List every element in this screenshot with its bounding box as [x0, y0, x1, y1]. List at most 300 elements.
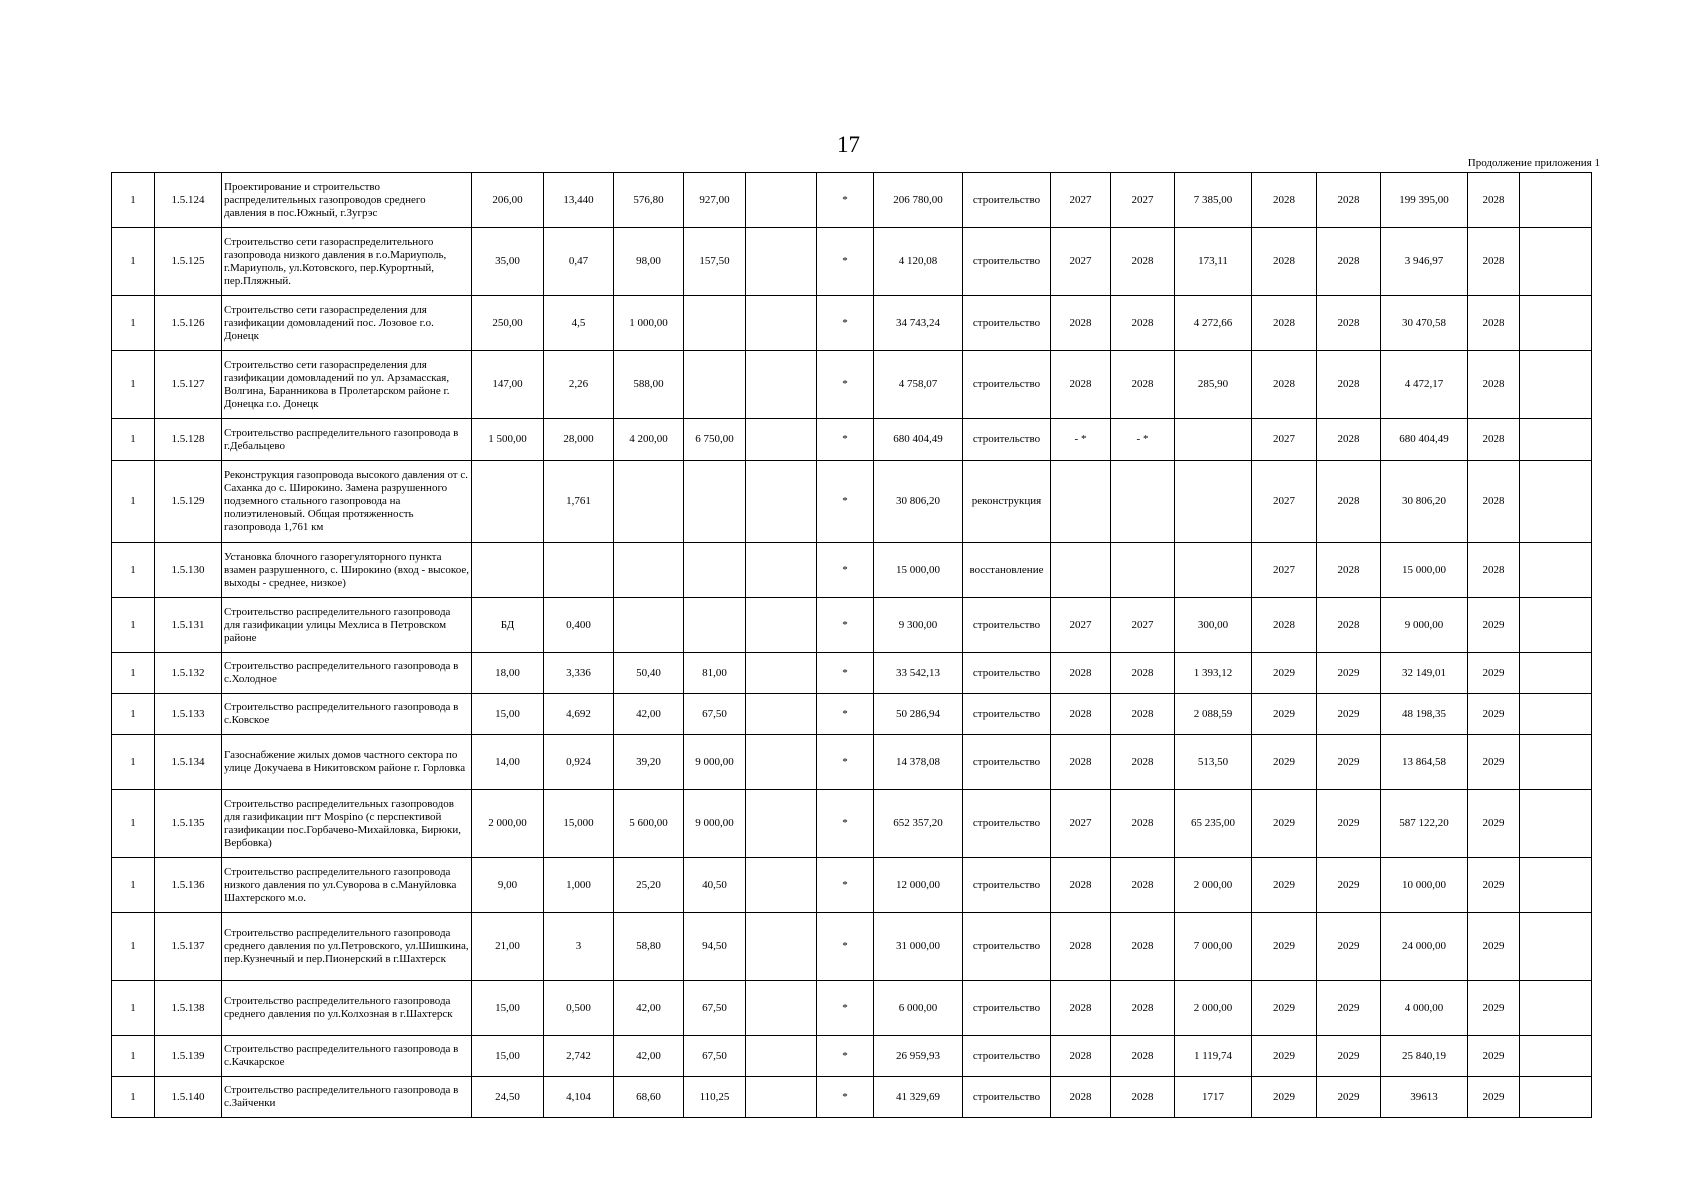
stage2-cost: 199 395,00 [1381, 173, 1468, 228]
stage1-cost: 2 000,00 [1175, 981, 1252, 1036]
stage2-end: 2028 [1317, 351, 1381, 419]
item-code: 1.5.134 [155, 735, 222, 790]
stage2-start: 2029 [1252, 790, 1317, 858]
marker: * [817, 419, 874, 461]
col-7-value [684, 296, 746, 351]
total-cost: 14 378,08 [874, 735, 963, 790]
col-8-value [746, 543, 817, 598]
end-year: 2028 [1111, 735, 1175, 790]
total-cost: 26 959,93 [874, 1036, 963, 1077]
total-cost: 652 357,20 [874, 790, 963, 858]
notes [1520, 598, 1592, 653]
item-name: Строительство распределительного газопровода в г.Дебальцево [222, 419, 472, 461]
stage2-end: 2029 [1317, 913, 1381, 981]
col-6-value: 50,40 [614, 653, 684, 694]
table-row [112, 461, 1592, 543]
row-number: 1 [112, 173, 155, 228]
completion-year: 2029 [1468, 694, 1520, 735]
col-7-value: 94,50 [684, 913, 746, 981]
item-code: 1.5.128 [155, 419, 222, 461]
length-km: 2,26 [544, 351, 614, 419]
stage1-cost: 513,50 [1175, 735, 1252, 790]
stage1-cost: 7 385,00 [1175, 173, 1252, 228]
end-year: 2028 [1111, 981, 1175, 1036]
row-number: 1 [112, 1036, 155, 1077]
completion-year: 2029 [1468, 790, 1520, 858]
work-type: строительство [963, 790, 1051, 858]
item-code: 1.5.133 [155, 694, 222, 735]
item-name: Строительство распределительного газопровода в с.Ковское [222, 694, 472, 735]
marker: * [817, 735, 874, 790]
notes [1520, 735, 1592, 790]
stage1-cost: 7 000,00 [1175, 913, 1252, 981]
length-km: 0,500 [544, 981, 614, 1036]
start-year [1051, 543, 1111, 598]
col-4-value: 14,00 [472, 735, 544, 790]
col-6-value: 4 200,00 [614, 419, 684, 461]
row-number: 1 [112, 790, 155, 858]
length-km: 1,761 [544, 461, 614, 543]
completion-year: 2029 [1468, 735, 1520, 790]
start-year: 2027 [1051, 598, 1111, 653]
work-type: реконструкция [963, 461, 1051, 543]
stage1-cost [1175, 419, 1252, 461]
total-cost: 9 300,00 [874, 598, 963, 653]
work-type: строительство [963, 351, 1051, 419]
end-year: 2028 [1111, 1077, 1175, 1118]
notes [1520, 694, 1592, 735]
table-body [112, 173, 1592, 1118]
work-type: строительство [963, 653, 1051, 694]
work-type: строительство [963, 913, 1051, 981]
col-6-value: 58,80 [614, 913, 684, 981]
stage2-cost: 10 000,00 [1381, 858, 1468, 913]
item-code: 1.5.131 [155, 598, 222, 653]
completion-year: 2028 [1468, 296, 1520, 351]
total-cost: 41 329,69 [874, 1077, 963, 1118]
item-code: 1.5.132 [155, 653, 222, 694]
stage2-cost: 587 122,20 [1381, 790, 1468, 858]
end-year: 2028 [1111, 228, 1175, 296]
continuation-note: Продолжение приложения 1 [1467, 157, 1600, 169]
length-km: 3,336 [544, 653, 614, 694]
col-4-value: 9,00 [472, 858, 544, 913]
stage2-cost: 13 864,58 [1381, 735, 1468, 790]
notes [1520, 653, 1592, 694]
item-name: Строительство распределительного газопровода среднего давления по ул.Колхозная в г.Шахтерск [222, 981, 472, 1036]
col-6-value: 39,20 [614, 735, 684, 790]
col-7-value: 9 000,00 [684, 735, 746, 790]
notes [1520, 296, 1592, 351]
item-code: 1.5.130 [155, 543, 222, 598]
completion-year: 2029 [1468, 981, 1520, 1036]
notes [1520, 1077, 1592, 1118]
col-8-value [746, 913, 817, 981]
table-row [112, 598, 1592, 653]
stage2-end: 2029 [1317, 790, 1381, 858]
col-6-value: 42,00 [614, 694, 684, 735]
stage2-cost: 48 198,35 [1381, 694, 1468, 735]
start-year: 2028 [1051, 735, 1111, 790]
table-row [112, 790, 1592, 858]
notes [1520, 543, 1592, 598]
completion-year: 2028 [1468, 419, 1520, 461]
start-year: 2028 [1051, 296, 1111, 351]
row-number: 1 [112, 858, 155, 913]
stage2-start: 2028 [1252, 598, 1317, 653]
stage1-cost: 285,90 [1175, 351, 1252, 419]
start-year: - * [1051, 419, 1111, 461]
stage2-start: 2027 [1252, 543, 1317, 598]
item-code: 1.5.125 [155, 228, 222, 296]
total-cost: 30 806,20 [874, 461, 963, 543]
stage1-cost: 65 235,00 [1175, 790, 1252, 858]
col-6-value [614, 461, 684, 543]
item-name: Строительство сети газораспределения для газификации домовладений пос. Лозовое г.о. Донецк [222, 296, 472, 351]
completion-year: 2028 [1468, 351, 1520, 419]
start-year: 2027 [1051, 790, 1111, 858]
stage2-end: 2028 [1317, 461, 1381, 543]
item-code: 1.5.124 [155, 173, 222, 228]
col-7-value: 67,50 [684, 981, 746, 1036]
col-8-value [746, 419, 817, 461]
table-row [112, 981, 1592, 1036]
stage1-cost: 173,11 [1175, 228, 1252, 296]
item-name: Строительство распределительного газопровода в с.Холодное [222, 653, 472, 694]
row-number: 1 [112, 543, 155, 598]
col-4-value: 18,00 [472, 653, 544, 694]
stage2-start: 2029 [1252, 735, 1317, 790]
stage1-cost [1175, 543, 1252, 598]
row-number: 1 [112, 228, 155, 296]
col-8-value [746, 1036, 817, 1077]
col-6-value: 98,00 [614, 228, 684, 296]
col-7-value: 927,00 [684, 173, 746, 228]
col-4-value: 2 000,00 [472, 790, 544, 858]
completion-year: 2029 [1468, 598, 1520, 653]
marker: * [817, 228, 874, 296]
marker: * [817, 653, 874, 694]
col-8-value [746, 735, 817, 790]
item-code: 1.5.126 [155, 296, 222, 351]
work-type: восстановление [963, 543, 1051, 598]
col-7-value: 40,50 [684, 858, 746, 913]
item-name: Строительство распределительного газопровода в с.Зайченки [222, 1077, 472, 1118]
item-name: Строительство распределительного газопровода среднего давления по ул.Петровского, ул.Шишкина, пер.Кузнечный и пер.Пионерский в г.Шахтерск [222, 913, 472, 981]
item-name: Строительство сети газораспределительного газопровода низкого давления в г.о.Мариуполь, г.Мариуполь, ул.Котовского, пер.Курортный, пер.Пляжный. [222, 228, 472, 296]
col-6-value: 68,60 [614, 1077, 684, 1118]
marker: * [817, 296, 874, 351]
completion-year: 2028 [1468, 461, 1520, 543]
stage2-end: 2029 [1317, 858, 1381, 913]
completion-year: 2028 [1468, 228, 1520, 296]
total-cost: 4 758,07 [874, 351, 963, 419]
col-7-value [684, 351, 746, 419]
program-table [111, 172, 1592, 1118]
item-name: Реконструкция газопровода высокого давления от с. Саханка до с. Широкино. Замена разрушенного подземного стального газопровода на полиэтиленовый. Общая протяженность газопровода 1,761 км [222, 461, 472, 543]
length-km: 13,440 [544, 173, 614, 228]
total-cost: 15 000,00 [874, 543, 963, 598]
total-cost: 12 000,00 [874, 858, 963, 913]
notes [1520, 858, 1592, 913]
col-4-value: 147,00 [472, 351, 544, 419]
item-name: Проектирование и строительство распределительных газопроводов среднего давления в пос.Южный, г.Зугрэс [222, 173, 472, 228]
col-4-value: БД [472, 598, 544, 653]
page-number: 17 [837, 132, 860, 157]
stage2-cost: 15 000,00 [1381, 543, 1468, 598]
end-year: 2028 [1111, 1036, 1175, 1077]
stage2-start: 2027 [1252, 461, 1317, 543]
start-year [1051, 461, 1111, 543]
stage2-end: 2028 [1317, 598, 1381, 653]
start-year: 2028 [1051, 351, 1111, 419]
notes [1520, 228, 1592, 296]
stage2-start: 2029 [1252, 981, 1317, 1036]
col-4-value: 24,50 [472, 1077, 544, 1118]
col-7-value [684, 598, 746, 653]
col-6-value: 42,00 [614, 981, 684, 1036]
stage2-cost: 32 149,01 [1381, 653, 1468, 694]
stage2-start: 2027 [1252, 419, 1317, 461]
work-type: строительство [963, 173, 1051, 228]
stage1-cost: 300,00 [1175, 598, 1252, 653]
notes [1520, 173, 1592, 228]
item-code: 1.5.138 [155, 981, 222, 1036]
length-km [544, 543, 614, 598]
completion-year: 2029 [1468, 858, 1520, 913]
stage2-end: 2028 [1317, 419, 1381, 461]
stage2-start: 2029 [1252, 913, 1317, 981]
length-km: 2,742 [544, 1036, 614, 1077]
table-row [112, 858, 1592, 913]
marker: * [817, 790, 874, 858]
start-year: 2028 [1051, 653, 1111, 694]
table-row [112, 228, 1592, 296]
stage2-end: 2028 [1317, 543, 1381, 598]
col-4-value [472, 543, 544, 598]
length-km: 15,000 [544, 790, 614, 858]
stage2-cost: 39613 [1381, 1077, 1468, 1118]
table-row [112, 653, 1592, 694]
marker: * [817, 173, 874, 228]
item-name: Строительство распределительного газопровода низкого давления по ул.Суворова в с.Мануйловка Шахтерского м.о. [222, 858, 472, 913]
stage2-start: 2028 [1252, 173, 1317, 228]
item-code: 1.5.129 [155, 461, 222, 543]
stage2-cost: 4 000,00 [1381, 981, 1468, 1036]
total-cost: 34 743,24 [874, 296, 963, 351]
stage2-start: 2029 [1252, 694, 1317, 735]
table-row [112, 173, 1592, 228]
col-6-value [614, 543, 684, 598]
stage2-end: 2029 [1317, 653, 1381, 694]
stage2-cost: 680 404,49 [1381, 419, 1468, 461]
end-year [1111, 461, 1175, 543]
col-7-value: 81,00 [684, 653, 746, 694]
completion-year: 2029 [1468, 653, 1520, 694]
stage2-start: 2029 [1252, 1036, 1317, 1077]
length-km: 0,400 [544, 598, 614, 653]
item-code: 1.5.140 [155, 1077, 222, 1118]
stage2-cost: 3 946,97 [1381, 228, 1468, 296]
stage2-end: 2029 [1317, 694, 1381, 735]
col-4-value: 35,00 [472, 228, 544, 296]
col-4-value: 15,00 [472, 1036, 544, 1077]
col-7-value: 110,25 [684, 1077, 746, 1118]
stage2-cost: 4 472,17 [1381, 351, 1468, 419]
table-row [112, 1077, 1592, 1118]
item-name: Строительство распределительных газопроводов для газификации пгт Мospino (с перспективой газификации пос.Горбачево-Михайловка, Бирюки, Вербовка) [222, 790, 472, 858]
end-year: 2028 [1111, 694, 1175, 735]
total-cost: 31 000,00 [874, 913, 963, 981]
work-type: строительство [963, 735, 1051, 790]
stage2-end: 2028 [1317, 296, 1381, 351]
work-type: строительство [963, 419, 1051, 461]
table-row [112, 913, 1592, 981]
stage2-cost: 9 000,00 [1381, 598, 1468, 653]
stage2-end: 2028 [1317, 173, 1381, 228]
stage2-end: 2029 [1317, 981, 1381, 1036]
row-number: 1 [112, 351, 155, 419]
stage1-cost: 1717 [1175, 1077, 1252, 1118]
stage2-start: 2028 [1252, 351, 1317, 419]
stage2-end: 2028 [1317, 228, 1381, 296]
col-4-value: 206,00 [472, 173, 544, 228]
col-7-value [684, 543, 746, 598]
item-code: 1.5.139 [155, 1036, 222, 1077]
work-type: строительство [963, 694, 1051, 735]
notes [1520, 790, 1592, 858]
item-code: 1.5.137 [155, 913, 222, 981]
row-number: 1 [112, 913, 155, 981]
end-year [1111, 543, 1175, 598]
end-year: 2028 [1111, 653, 1175, 694]
col-4-value: 250,00 [472, 296, 544, 351]
start-year: 2028 [1051, 981, 1111, 1036]
end-year: 2028 [1111, 790, 1175, 858]
col-8-value [746, 228, 817, 296]
end-year: 2027 [1111, 173, 1175, 228]
col-8-value [746, 351, 817, 419]
stage2-start: 2028 [1252, 228, 1317, 296]
length-km: 1,000 [544, 858, 614, 913]
row-number: 1 [112, 1077, 155, 1118]
col-8-value [746, 1077, 817, 1118]
marker: * [817, 1036, 874, 1077]
col-4-value: 21,00 [472, 913, 544, 981]
work-type: строительство [963, 228, 1051, 296]
end-year: - * [1111, 419, 1175, 461]
marker: * [817, 351, 874, 419]
completion-year: 2028 [1468, 543, 1520, 598]
stage2-start: 2029 [1252, 653, 1317, 694]
length-km: 4,104 [544, 1077, 614, 1118]
marker: * [817, 598, 874, 653]
table-row [112, 296, 1592, 351]
notes [1520, 419, 1592, 461]
table-row [112, 543, 1592, 598]
length-km: 4,692 [544, 694, 614, 735]
table-row [112, 694, 1592, 735]
end-year: 2028 [1111, 351, 1175, 419]
item-name: Строительство распределительного газопровода в с.Качкарское [222, 1036, 472, 1077]
completion-year: 2029 [1468, 1077, 1520, 1118]
end-year: 2028 [1111, 913, 1175, 981]
work-type: строительство [963, 858, 1051, 913]
item-name: Строительство распределительного газопровода для газификации улицы Мехлиса в Петровском районе [222, 598, 472, 653]
marker: * [817, 1077, 874, 1118]
stage2-cost: 30 806,20 [1381, 461, 1468, 543]
col-8-value [746, 598, 817, 653]
col-7-value: 67,50 [684, 1036, 746, 1077]
stage1-cost [1175, 461, 1252, 543]
row-number: 1 [112, 694, 155, 735]
col-8-value [746, 858, 817, 913]
length-km: 28,000 [544, 419, 614, 461]
item-name: Строительство сети газораспределения для газификации домовладений по ул. Арзамасская, Волгина, Баранникова в Пролетарском районе г. Донецка г.о. Донецк [222, 351, 472, 419]
total-cost: 33 542,13 [874, 653, 963, 694]
col-8-value [746, 694, 817, 735]
col-4-value: 1 500,00 [472, 419, 544, 461]
start-year: 2027 [1051, 228, 1111, 296]
row-number: 1 [112, 598, 155, 653]
col-7-value: 157,50 [684, 228, 746, 296]
notes [1520, 1036, 1592, 1077]
col-4-value: 15,00 [472, 981, 544, 1036]
start-year: 2028 [1051, 858, 1111, 913]
total-cost: 50 286,94 [874, 694, 963, 735]
start-year: 2028 [1051, 694, 1111, 735]
stage2-start: 2028 [1252, 296, 1317, 351]
col-7-value: 6 750,00 [684, 419, 746, 461]
completion-year: 2029 [1468, 913, 1520, 981]
table-row [112, 351, 1592, 419]
work-type: строительство [963, 981, 1051, 1036]
col-8-value [746, 173, 817, 228]
row-number: 1 [112, 419, 155, 461]
notes [1520, 461, 1592, 543]
marker: * [817, 543, 874, 598]
notes [1520, 981, 1592, 1036]
start-year: 2027 [1051, 173, 1111, 228]
start-year: 2028 [1051, 913, 1111, 981]
end-year: 2028 [1111, 296, 1175, 351]
notes [1520, 913, 1592, 981]
stage1-cost: 1 393,12 [1175, 653, 1252, 694]
col-8-value [746, 461, 817, 543]
total-cost: 206 780,00 [874, 173, 963, 228]
stage2-end: 2029 [1317, 1077, 1381, 1118]
start-year: 2028 [1051, 1036, 1111, 1077]
col-6-value: 5 600,00 [614, 790, 684, 858]
work-type: строительство [963, 296, 1051, 351]
col-8-value [746, 296, 817, 351]
length-km: 4,5 [544, 296, 614, 351]
item-code: 1.5.135 [155, 790, 222, 858]
marker: * [817, 858, 874, 913]
work-type: строительство [963, 1036, 1051, 1077]
item-code: 1.5.136 [155, 858, 222, 913]
col-6-value: 42,00 [614, 1036, 684, 1077]
row-number: 1 [112, 461, 155, 543]
start-year: 2028 [1051, 1077, 1111, 1118]
stage2-cost: 30 470,58 [1381, 296, 1468, 351]
table-row [112, 1036, 1592, 1077]
item-code: 1.5.127 [155, 351, 222, 419]
notes [1520, 351, 1592, 419]
length-km: 0,924 [544, 735, 614, 790]
end-year: 2028 [1111, 858, 1175, 913]
stage1-cost: 2 000,00 [1175, 858, 1252, 913]
